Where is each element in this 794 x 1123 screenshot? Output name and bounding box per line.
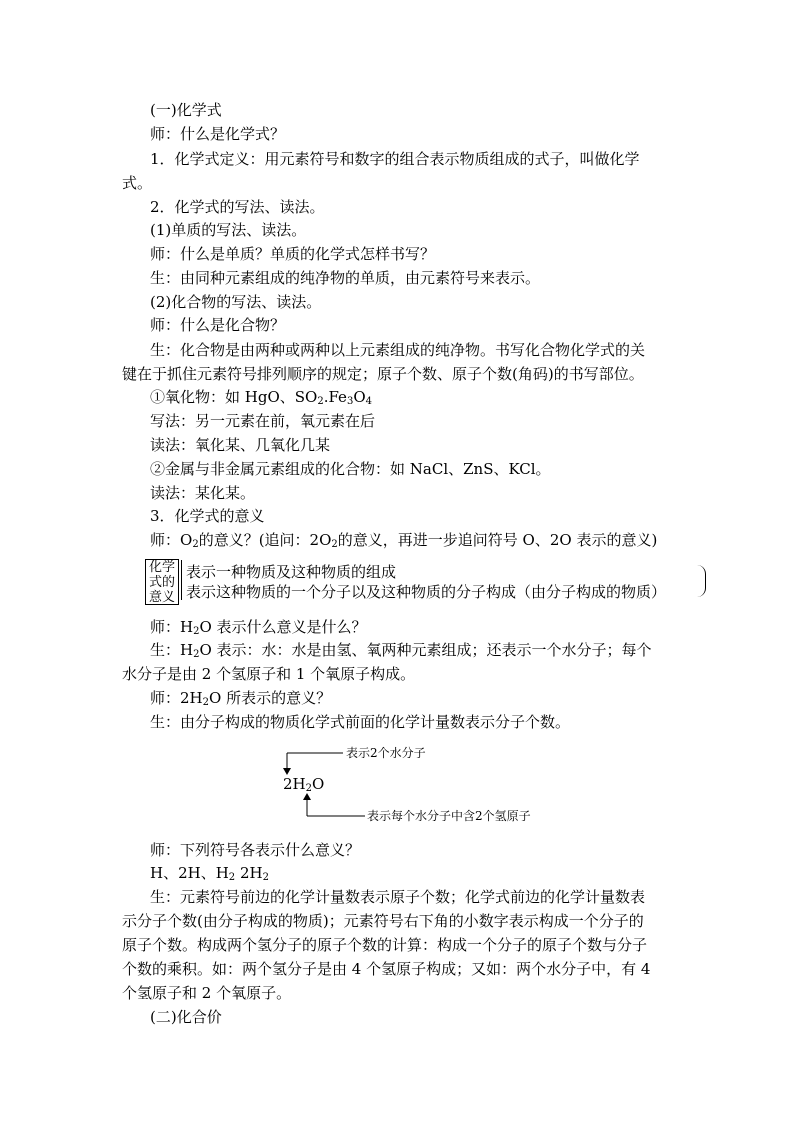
- answer-h2o-line-2: 水分子是由 2 个氢原子和 1 个氧原子构成。: [122, 665, 416, 683]
- question-2h2o-meaning: 师：$2H_2O$ 所表示的意义？: [150, 689, 332, 708]
- answer-symbols-line-2: 示分子个数(由分子构成的物质)；元素符号右下角的小数字表示构成一个分子的: [122, 912, 644, 930]
- definition-line-2: 式。: [122, 174, 153, 192]
- question-h2o-meaning: 师：$H_2O$ 表示什么意义是什么？: [150, 618, 367, 637]
- metal-reading-rule: 读法：某化某。: [150, 484, 256, 502]
- formula-2h2o: $2H_2O$: [283, 775, 325, 794]
- oxide-writing-rule: 写法：另一元素在前，氧元素在后: [150, 412, 376, 430]
- right-bracket: [697, 565, 706, 597]
- question-what-is-compound: 师：什么是化合物？: [150, 316, 286, 334]
- subsection-compounds: (2)化合物的写法、读法。: [150, 293, 322, 311]
- answer-element: 生：由同种元素组成的纯净物的单质，由元素符号来表示。: [150, 269, 541, 287]
- question-o2-meaning: 师：$O_2$的意义？(追问：$2O_2$的意义，再进一步追问符号 O、2O 表示的意义): [150, 531, 658, 550]
- subsection-elements: (1)单质的写法、读法。: [150, 221, 307, 239]
- question-what-is-formula: 师：什么是化学式？: [150, 125, 286, 143]
- oxide-reading-rule: 读法：氧化某、几氧化几某: [150, 436, 331, 454]
- question-symbols-meaning: 师：下列符号各表示什么意义？: [150, 841, 361, 859]
- subsection-meaning: 3．化学式的意义: [150, 507, 265, 525]
- symbols-list: H、2H、$H_2$ $2H_2$: [150, 864, 269, 883]
- meaning-item-2: 表示这种物质的一个分子以及这种物质的分子构成（由分子构成的物质）: [186, 583, 667, 601]
- formula-annotation-diagram: [270, 738, 570, 828]
- oxide-examples: ①氧化物：如 HgO、$SO_2.Fe_3O_4$: [150, 388, 372, 407]
- answer-h2o-line-1: 生：$H_2O$ 表示：水：水是由氢、氧两种元素组成；还表示一个水分子；每个: [150, 641, 652, 660]
- answer-2h2o: 生：由分子构成的物质化学式前面的化学计量数表示分子个数。: [150, 713, 571, 731]
- metal-nonmetal-examples: ②金属与非金属元素组成的化合物：如 NaCl、ZnS、KCl。: [150, 460, 551, 478]
- section-heading-chemical-formula: (一)化学式: [150, 101, 222, 119]
- meaning-label-box: 化学式的意义: [145, 559, 179, 605]
- answer-symbols-line-3: 原子个数。构成两个氢分子的原子个数的计算：构成一个分子的原子个数与分子: [122, 936, 648, 954]
- answer-compound-line-2: 键在于抓住元素符号排列顺序的规定；原子个数、原子个数(角码)的书写部位。: [122, 365, 644, 383]
- meaning-item-1: 表示一种物质及这种物质的组成: [186, 563, 397, 581]
- label-two-water-molecules: 表示2个水分子: [346, 746, 426, 760]
- answer-symbols-line-1: 生：元素符号前边的化学计量数表示原子个数；化学式前边的化学计量数表: [150, 888, 646, 906]
- answer-symbols-line-5: 个氢原子和 2 个氧原子。: [122, 984, 292, 1002]
- label-hydrogen-per-molecule: 表示每个水分子中含2个氢原子: [367, 809, 531, 823]
- answer-compound-line-1: 生：化合物是由两种或两种以上元素组成的纯净物。书写化合物化学式的关: [150, 341, 646, 359]
- section-heading-valence: (二)化合价: [150, 1008, 222, 1026]
- question-what-is-element: 师：什么是单质？单质的化学式怎样书写？: [150, 245, 436, 263]
- answer-symbols-line-4: 个数的乘积。如：两个氢分子是由 4 个氢原子构成；又如：两个水分子中，有 4: [122, 960, 651, 978]
- definition-line-1: 1．化学式定义：用元素符号和数字的组合表示物质组成的式子，叫做化学: [150, 150, 640, 168]
- subsection-writing-reading: 2．化学式的写法、读法。: [150, 198, 325, 216]
